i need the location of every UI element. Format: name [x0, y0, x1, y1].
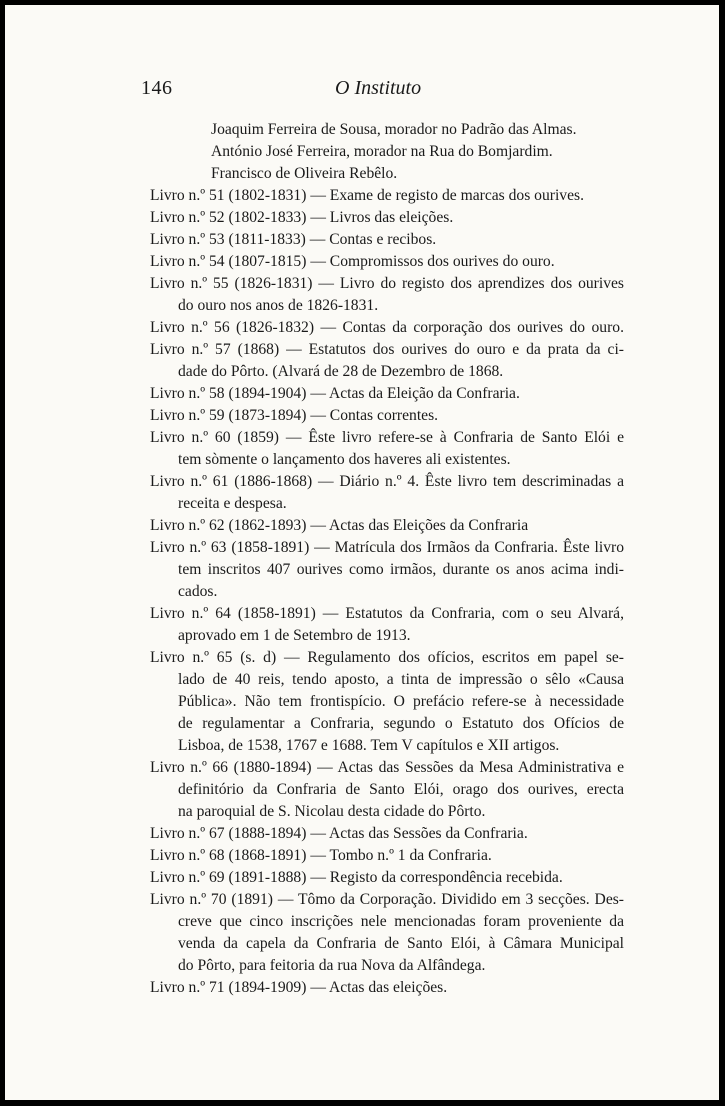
catalog-entry: Livro n.º 60 (1859) — Êste livro refere-se à Confraria de Santo Elói e — [150, 429, 624, 446]
text-line: Pública». Não tem frontispício. O prefácio refere-se à necessidade — [178, 693, 624, 710]
text-line: dade do Pôrto. (Alvará de 28 de Dezembro de 1868. — [178, 363, 504, 380]
running-title: O Instituto — [335, 77, 422, 99]
text-line: Lisboa, de 1538, 1767 e 1688. Tem V capítulos e XII artigos. — [178, 737, 560, 754]
text-line: do ouro nos anos de 1826-1831. — [178, 297, 379, 314]
text-line: definitório da Confraria de Santo Elói, orago dos ourives, erecta — [178, 781, 624, 798]
catalog-entry: Livro n.º 57 (1868) — Estatutos dos ourives do ouro e da prata da ci- — [150, 341, 624, 358]
text-line: aprovado em 1 de Setembro de 1913. — [178, 627, 411, 644]
text-line: creve que cinco inscrições nele mencionadas foram proveniente da — [178, 913, 624, 930]
catalog-entry: Livro n.º 63 (1858-1891) — Matrícula dos Irmãos da Confraria. Êste livro — [150, 539, 624, 556]
page-number: 146 — [141, 77, 173, 99]
catalog-entry: Livro n.º 66 (1880-1894) — Actas das Sessões da Mesa Administrativa e — [150, 759, 624, 776]
catalog-entry: Livro n.º 54 (1807-1815) — Compromissos dos ourives do ouro. — [150, 253, 555, 270]
page-header — [5, 77, 719, 103]
text-line: lado de 40 reis, tendo aposto, a tinta de impressão o sêlo «Causa — [178, 671, 624, 688]
text-line: do Pôrto, para feitoria da rua Nova da Alfândega. — [178, 957, 486, 974]
book-page — [5, 5, 719, 1100]
text-line: Francisco de Oliveira Rebêlo. — [211, 165, 398, 182]
text-line: na paroquial de S. Nicolau desta cidade do Pôrto. — [178, 803, 486, 820]
catalog-entry: Livro n.º 52 (1802-1833) — Livros das eleições. — [150, 209, 454, 226]
catalog-entry: Livro n.º 51 (1802-1831) — Exame de registo de marcas dos ourives. — [150, 187, 584, 204]
catalog-entry: Livro n.º 62 (1862-1893) — Actas das Eleições da Confraria — [150, 517, 529, 534]
catalog-entry: Livro n.º 55 (1826-1831) — Livro do registo dos aprendizes dos ourives — [150, 275, 624, 292]
text-line: cados. — [178, 583, 218, 600]
text-line: receita e despesa. — [178, 495, 287, 512]
text-line: de regulamentar a Confraria, segundo o Estatuto dos Ofícios de — [178, 715, 624, 732]
text-line: Joaquim Ferreira de Sousa, morador no Padrão das Almas. — [211, 121, 577, 138]
catalog-entry: Livro n.º 69 (1891-1888) — Registo da correspondência recebida. — [150, 869, 563, 886]
catalog-entry: Livro n.º 58 (1894-1904) — Actas da Eleição da Confraria. — [150, 385, 520, 402]
text-line: António José Ferreira, morador na Rua do Bomjardim. — [211, 143, 553, 160]
catalog-entry: Livro n.º 70 (1891) — Tômo da Corporação. Dividido em 3 secções. Des- — [150, 891, 624, 908]
catalog-entry: Livro n.º 61 (1886-1868) — Diário n.º 4. Êste livro tem descriminadas a — [150, 473, 624, 490]
text-line: venda da capela da Confraria de Santo Elói, à Câmara Municipal — [178, 935, 624, 952]
catalog-entry: Livro n.º 59 (1873-1894) — Contas correntes. — [150, 407, 439, 424]
catalog-entry: Livro n.º 67 (1888-1894) — Actas das Sessões da Confraria. — [150, 825, 528, 842]
catalog-entry: Livro n.º 53 (1811-1833) — Contas e recibos. — [150, 231, 437, 248]
catalog-entry: Livro n.º 71 (1894-1909) — Actas das eleições. — [150, 979, 448, 996]
catalog-entry: Livro n.º 56 (1826-1832) — Contas da corporação dos ourives do ouro. — [150, 319, 624, 336]
text-line: tem inscritos 407 ourives como irmãos, durante os anos acima indi- — [178, 561, 624, 578]
catalog-entry: Livro n.º 68 (1868-1891) — Tombo n.º 1 da Confraria. — [150, 847, 492, 864]
catalog-entry: Livro n.º 65 (s. d) — Regulamento dos ofícios, escritos em papel se- — [150, 649, 624, 666]
catalog-entry: Livro n.º 64 (1858-1891) — Estatutos da Confraria, com o seu Alvará, — [150, 605, 624, 622]
text-line: tem sòmente o lançamento dos haveres ali existentes. — [178, 451, 511, 468]
